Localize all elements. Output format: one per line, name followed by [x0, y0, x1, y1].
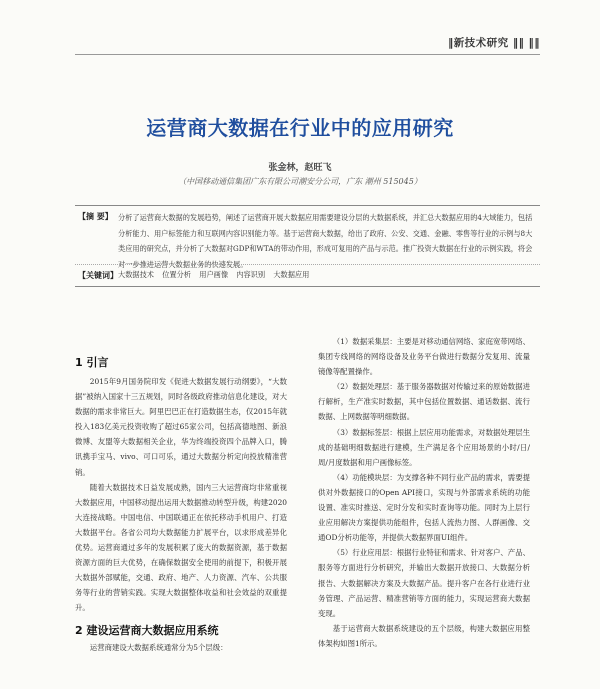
layer-description: （3）数据标签层：根据上层应用功能需求，对数据处理层生成的基础明细数据进行建模，生产满足各个应用场景的小时/日/周/月度数据和用户画像标签。 — [318, 427, 530, 467]
abstract-text: 分析了运营商大数据的发展趋势，阐述了运营商开展大数据应用需要建设分层的大数据系统，并汇总大数据应用的4大域能力，包括分析能力、用户标签能力和互联网内容识别能力等。基于运营商大数据，给出了政府、公安、交通、金融、零售等行业的示例与8大类应用的研究点，并分析了大数据对GDP和WTA的带动作用，形成可复用的产品与示范。推广投资大数据在行业的示例实践，将会对一步推进运营大数据业务的快速发展。 — [118, 213, 533, 269]
section-2-heading: 2 建设运营商大数据应用系统 — [75, 623, 219, 637]
layer-description: （4）功能模块层：为支撑各种不同行业产品的需求，需要提供对外数据接口的Open API接口，实现与外部需求系统的功能设置、准实时推送、定时分发和实时查询等功能。同时为上层行业应用解决方案提供功能组件，包括人流热力图、人群画像、交通OD分析功能等，并提供大数据界面UI组件。 — [318, 472, 530, 543]
layer-description: （1）数据采集层：主要是对移动通信网络、家庭宽带网络、集团专线网络的网络设备及业务平台做进行数据分发复用、流量镜像等配置操作。 — [318, 337, 530, 377]
architecture-intro: 基于运营商大数据系统建设的五个层级，构建大数据应用整体架构如图1所示。 — [318, 623, 530, 648]
section-2-intro: 运营商建设大数据系统通常分为5个层级： — [89, 642, 228, 652]
layer-description: （2）数据处理层：基于服务器数据对传输过来的原始数据进行解析，生产准实时数据，其中包括位置数据、通话数据、流行数据、上网数据等明细数据。 — [318, 382, 530, 422]
right-column — [318, 334, 530, 651]
keywords-text: 大数据技术 位置分析 用户画像 内容识别 大数据应用 — [118, 270, 310, 279]
left-column — [75, 354, 287, 655]
keywords-label: 【关键词】 — [78, 271, 118, 280]
section-1-paragraph: 随着大数据技术日益发展成熟，国内三大运营商均非常重视大数据应用，中国移动提出运用大数据推动转型升级，构建2020大连接战略。中国电信、中国联通正在依托移动手机用户、打造大数据平台。各省公司均大数据能力扩展平台，以求形成差异化优势。运营商通过多年的发展积累了庞大的数据资源，基于数据资源方面的巨大优势，在确保数据安全使用的前提下，积极开展大数据外部赋能，交通、政府、地产、人力资源、汽车、公共服务等行业的营销实践。实现大数据整体收益和社会效益的双重提升。 — [75, 482, 287, 613]
section-1-heading: 1 引言 — [75, 356, 109, 369]
running-header-tag: ‖新技术研究 ‖‖ ‖‖ — [447, 37, 540, 49]
paper-authors: 张金林，赵旺飞 — [268, 163, 332, 173]
abstract-label: 【摘 要】 — [78, 212, 113, 221]
keywords-divider — [75, 264, 540, 265]
paper-affiliation: （中国移动通信集团广东有限公司潮安分公司，广东 潮州 515045） — [178, 177, 422, 186]
layer-description: （5）行业应用层：根据行业特征和需求、针对客户、产品、服务等方面进行分析研究，并输出大数据开放接口、大数据分析报告、大数据解决方案及大数据产品。提升客户在各行业进行业务管理、产品运营、精准营销等方面的能力，实现运营商大数据变现。 — [318, 548, 530, 618]
header-rule — [75, 54, 540, 55]
paper-title: 运营商大数据在行业中的应用研究 — [146, 116, 454, 140]
section-1-paragraph: 2015年9月国务院印发《促进大数据发展行动纲要》，“大数据”被纳入国家十三五规划，同时各级政府推动信息化建设，对大数据的需求非常巨大。阿里巴巴正在打造数据生态，仅2015年就投入183亿美元投资收购了超过65家公司，包括高德地图、新浪微博、友盟等大数据相关企业，华为终端投资四个品牌入口，腾讯携手宝马、vivo、可口可乐，通过大数据分析定向投放精准营销。 — [75, 377, 287, 477]
